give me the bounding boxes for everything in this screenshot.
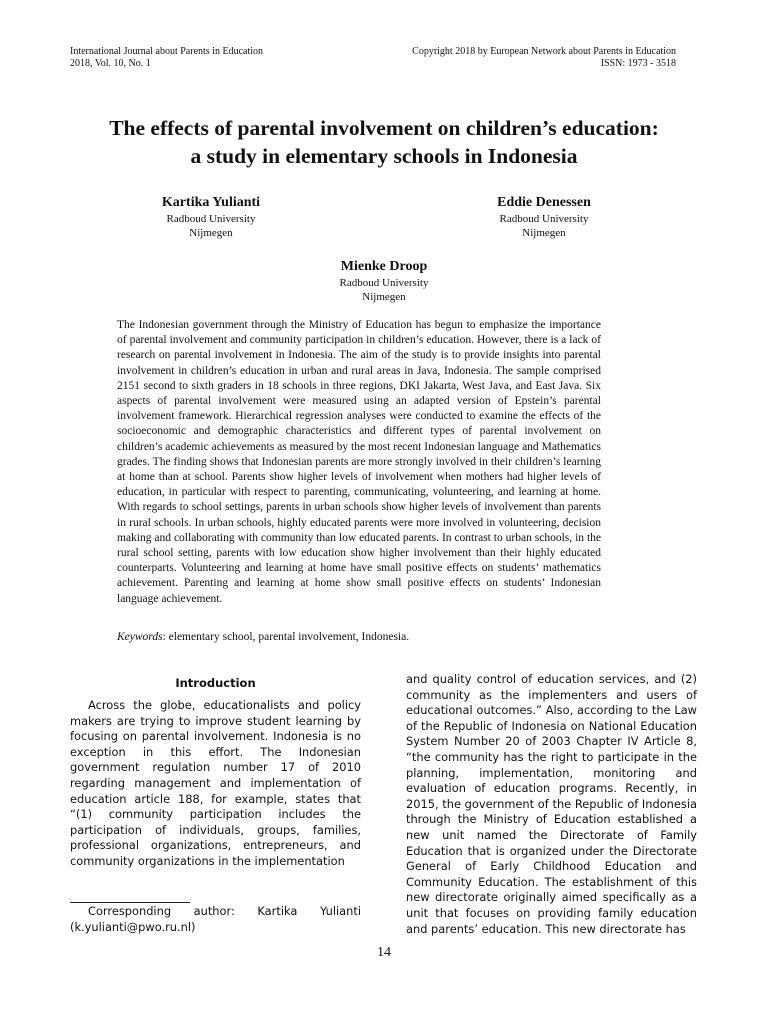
- copyright-line: Copyright 2018 by European Network about Parents in Education: [412, 46, 676, 57]
- footnote-divider: [70, 902, 190, 903]
- keywords-label: Keywords: [117, 631, 163, 643]
- body-text-right-column: and quality control of education services, and (2) community as the implementers and users of educational outcomes.” Also, according to the Law of the Republic of Indonesia on National Education System Number 20 of 2003 Chapter IV Article 8, “the community has the right to participate in the planning, implementation, monitoring and evaluation of education programs. Recently, in 2015, the government of the Republic of Indonesia through the Ministry of Education established a new unit named the Directorate of Family Education that is organized under the Directorate General of Early Childhood Education and Community Education. The establishment of this new directorate originally aimed specifically as a unit that focuses on providing family education and parents’ education. This new directorate has: [406, 672, 697, 936]
- journal-name: International Journal about Parents in Education: [70, 46, 264, 57]
- keywords-text: : elementary school, parental involvement, Indonesia.: [162, 631, 410, 643]
- author-city: Nijmegen: [189, 227, 233, 239]
- paper-title: [70, 114, 698, 170]
- paper-title-line1: The effects of parental involvement on children’s education:: [109, 116, 659, 140]
- section-heading-introduction: Introduction: [175, 676, 256, 690]
- author-name: Mienke Droop: [340, 259, 428, 274]
- body-text-left-column: Across the globe, educationalists and policy makers are trying to improve student learning by focusing on parental involvement. Indonesia is no exception in this effort. The Indonesian government regulation number 17 of 2010 regarding management and implementation of education article 188, for example, states that “(1) community participation includes the participation of individuals, groups, families, professional organizations, entrepreneurs, and community organizations in the implementation: [70, 698, 361, 868]
- footnote-corresponding-author: Corresponding author: Kartika Yulianti (k.yulianti@pwo.ru.nl): [70, 904, 361, 934]
- author-block-1: [131, 194, 291, 240]
- copyright-header: [400, 46, 676, 70]
- author-affiliation: Radboud University: [499, 213, 589, 225]
- issn-line: ISSN: 1973 - 3518: [600, 58, 676, 69]
- journal-header: [70, 46, 263, 70]
- keywords: [117, 630, 601, 645]
- page-number: 14: [377, 945, 391, 960]
- paper-title-line2: a study in elementary schools in Indonesia: [190, 144, 578, 168]
- author-block-3: [304, 258, 464, 304]
- author-affiliation: Radboud University: [339, 277, 429, 289]
- abstract: The Indonesian government through the Ministry of Education has begun to emphasize the importance of parental involvement and community participation in children’s education. However, there is a lack of research on parental involvement in Indonesia. The aim of the study is to provide insights into parental involvement in children’s education in urban and rural areas in Java, Indonesia. The sample comprised 2151 second to sixth graders in 18 schools in three regions, DKI Jakarta, West Java, and East Java. Six aspects of parental involvement were measured using an adapted version of Epstein’s parental involvement framework. Hierarchical regression analyses were conducted to examine the effects of the socioeconomic and demographic characteristics and different types of parental involvement on children’s academic achievements as measured by the most recent Indonesian language and Mathematics grades. The finding shows that Indonesian parents are more strongly involved in their children’s learning at home than at school. Parents show higher levels of involvement when mothers had higher levels of education, in particular with respect to parenting, communicating, volunteering, and learning at home. With regards to school settings, parents in urban schools show higher levels of involvement than parents in rural schools. In urban schools, highly educated parents were more involved in volunteering, decision making and collaborating with community than low educated parents. In contrast to urban schools, in the rural school setting, parents with low education show higher involvement than their highly educated counterparts. Volunteering and learning at home have small positive effects on students’ mathematics achievement. Parenting and learning at home show small positive effects on students’ Indonesian language achievement.: [117, 319, 601, 605]
- author-name: Eddie Denessen: [497, 195, 591, 210]
- author-city: Nijmegen: [522, 227, 566, 239]
- author-block-2: [464, 194, 624, 240]
- author-city: Nijmegen: [362, 291, 406, 303]
- author-name: Kartika Yulianti: [161, 195, 261, 210]
- journal-volume: 2018, Vol. 10, No. 1: [70, 58, 151, 69]
- author-affiliation: Radboud University: [166, 213, 256, 225]
